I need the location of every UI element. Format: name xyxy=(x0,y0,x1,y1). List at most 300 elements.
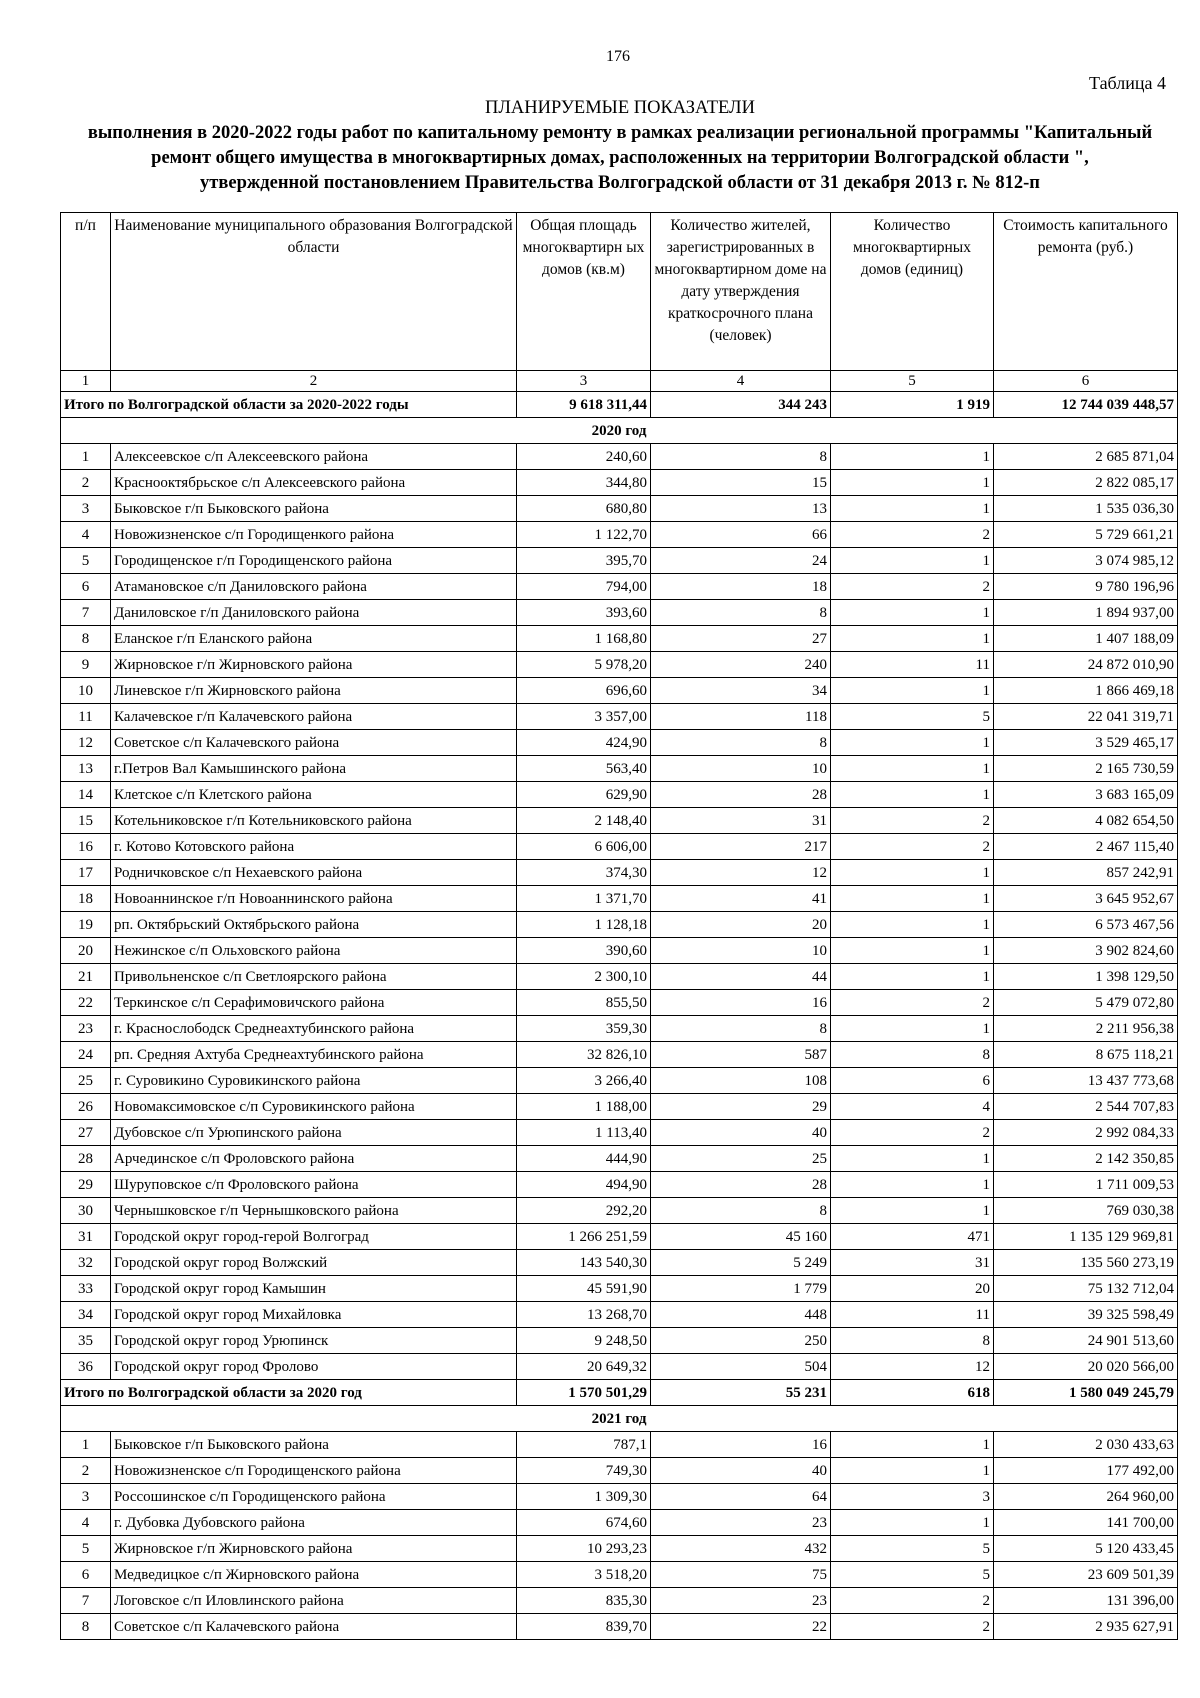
residents-value: 587 xyxy=(651,1042,831,1068)
cost-value: 141 700,00 xyxy=(994,1510,1178,1536)
area-value: 6 606,00 xyxy=(517,834,651,860)
table-row xyxy=(61,444,1178,470)
column-number: 4 xyxy=(651,371,831,392)
table-row xyxy=(61,1510,1178,1536)
table-row xyxy=(61,834,1178,860)
cost-value: 13 437 773,68 xyxy=(994,1068,1178,1094)
cost-value: 2 935 627,91 xyxy=(994,1614,1178,1640)
row-number: 7 xyxy=(61,1588,111,1614)
houses-value: 1 xyxy=(831,496,994,522)
cost-value: 131 396,00 xyxy=(994,1588,1178,1614)
table-row xyxy=(61,1432,1178,1458)
table-header-row xyxy=(61,213,1178,371)
houses-value: 1 xyxy=(831,1458,994,1484)
cost-value: 23 609 501,39 xyxy=(994,1562,1178,1588)
table-row xyxy=(61,1016,1178,1042)
row-number: 2 xyxy=(61,1458,111,1484)
table-row xyxy=(61,756,1178,782)
residents-value: 34 xyxy=(651,678,831,704)
residents-value: 432 xyxy=(651,1536,831,1562)
row-number: 22 xyxy=(61,990,111,1016)
houses-value: 1 xyxy=(831,1172,994,1198)
year-total-row xyxy=(61,1380,1178,1406)
houses-value: 1 xyxy=(831,600,994,626)
grand-total-row xyxy=(61,392,1178,418)
houses-value: 1 xyxy=(831,1510,994,1536)
area-value: 5 978,20 xyxy=(517,652,651,678)
cost-value: 1 535 036,30 xyxy=(994,496,1178,522)
residents-value: 10 xyxy=(651,756,831,782)
municipality-name: Логовское с/п Иловлинского района xyxy=(111,1588,517,1614)
residents-value: 25 xyxy=(651,1146,831,1172)
residents-value: 44 xyxy=(651,964,831,990)
cost-value: 2 544 707,83 xyxy=(994,1094,1178,1120)
area-value: 2 300,10 xyxy=(517,964,651,990)
row-number: 17 xyxy=(61,860,111,886)
cost-value: 2 467 115,40 xyxy=(994,834,1178,860)
row-number: 12 xyxy=(61,730,111,756)
municipality-name: Клетское с/п Клетского района xyxy=(111,782,517,808)
residents-value: 8 xyxy=(651,1016,831,1042)
indicators-table xyxy=(60,212,1178,1640)
area-value: 344,80 xyxy=(517,470,651,496)
houses-value: 1 xyxy=(831,1016,994,1042)
table-row xyxy=(61,1276,1178,1302)
houses-value: 6 xyxy=(831,1068,994,1094)
row-number: 20 xyxy=(61,938,111,964)
area-value: 1 113,40 xyxy=(517,1120,651,1146)
area-value: 1 188,00 xyxy=(517,1094,651,1120)
page-number: 176 xyxy=(606,48,630,65)
cost-value: 1 407 188,09 xyxy=(994,626,1178,652)
area-value: 1 309,30 xyxy=(517,1484,651,1510)
municipality-name: Арчединское с/п Фроловского района xyxy=(111,1146,517,1172)
cost-value: 1 866 469,18 xyxy=(994,678,1178,704)
area-value: 563,40 xyxy=(517,756,651,782)
residents-value: 8 xyxy=(651,1198,831,1224)
area-value: 3 266,40 xyxy=(517,1068,651,1094)
houses-value: 11 xyxy=(831,1302,994,1328)
municipality-name: Калачевское г/п Калачевского района xyxy=(111,704,517,730)
area-value: 749,30 xyxy=(517,1458,651,1484)
residents-value: 118 xyxy=(651,704,831,730)
cost-value: 1 135 129 969,81 xyxy=(994,1224,1178,1250)
row-number: 13 xyxy=(61,756,111,782)
grand-total-residents: 344 243 xyxy=(651,392,831,418)
municipality-name: Привольненское с/п Светлоярского района xyxy=(111,964,517,990)
table-row xyxy=(61,808,1178,834)
houses-value: 5 xyxy=(831,704,994,730)
cost-value: 2 211 956,38 xyxy=(994,1016,1178,1042)
cost-value: 22 041 319,71 xyxy=(994,704,1178,730)
residents-value: 24 xyxy=(651,548,831,574)
cost-value: 5 120 433,45 xyxy=(994,1536,1178,1562)
area-value: 674,60 xyxy=(517,1510,651,1536)
grand-total-label: Итого по Волгоградской области за 2020-2022 годы xyxy=(61,392,517,418)
cost-value: 135 560 273,19 xyxy=(994,1250,1178,1276)
area-value: 393,60 xyxy=(517,600,651,626)
area-value: 1 168,80 xyxy=(517,626,651,652)
municipality-name: Теркинское с/п Серафимовичского района xyxy=(111,990,517,1016)
table-label: Таблица 4 xyxy=(1089,73,1166,93)
houses-value: 5 xyxy=(831,1536,994,1562)
residents-value: 29 xyxy=(651,1094,831,1120)
table-row xyxy=(61,1302,1178,1328)
cost-value: 857 242,91 xyxy=(994,860,1178,886)
row-number: 23 xyxy=(61,1016,111,1042)
municipality-name: Линевское г/п Жирновского района xyxy=(111,678,517,704)
houses-value: 1 xyxy=(831,1432,994,1458)
municipality-name: г. Котово Котовского района xyxy=(111,834,517,860)
municipality-name: Новожизненское с/п Городищенского района xyxy=(111,1458,517,1484)
residents-value: 28 xyxy=(651,1172,831,1198)
table-row xyxy=(61,912,1178,938)
cost-value: 20 020 566,00 xyxy=(994,1354,1178,1380)
area-value: 10 293,23 xyxy=(517,1536,651,1562)
cost-value: 39 325 598,49 xyxy=(994,1302,1178,1328)
residents-value: 20 xyxy=(651,912,831,938)
row-number: 15 xyxy=(61,808,111,834)
area-value: 9 248,50 xyxy=(517,1328,651,1354)
table-row xyxy=(61,1562,1178,1588)
year-total-label: Итого по Волгоградской области за 2020 год xyxy=(61,1380,517,1406)
column-number: 1 xyxy=(61,371,111,392)
houses-value: 1 xyxy=(831,678,994,704)
row-number: 4 xyxy=(61,1510,111,1536)
cost-value: 2 165 730,59 xyxy=(994,756,1178,782)
header-cost: Стоимость капитального ремонта (руб.) xyxy=(994,213,1178,371)
area-value: 839,70 xyxy=(517,1614,651,1640)
year-heading: 2021 год xyxy=(61,1406,1178,1432)
area-value: 696,60 xyxy=(517,678,651,704)
subtitle-line-1: выполнения в 2020-2022 годы работ по капитальному ремонту в рамках реализации региональной программы "Капитальный xyxy=(87,123,1153,143)
table-row xyxy=(61,1588,1178,1614)
row-number: 18 xyxy=(61,886,111,912)
houses-value: 11 xyxy=(831,652,994,678)
table-row xyxy=(61,1224,1178,1250)
area-value: 143 540,30 xyxy=(517,1250,651,1276)
houses-value: 8 xyxy=(831,1042,994,1068)
row-number: 27 xyxy=(61,1120,111,1146)
municipality-name: Краснооктябрьское с/п Алексеевского района xyxy=(111,470,517,496)
cost-value: 75 132 712,04 xyxy=(994,1276,1178,1302)
residents-value: 31 xyxy=(651,808,831,834)
column-number: 5 xyxy=(831,371,994,392)
table-row xyxy=(61,548,1178,574)
row-number: 10 xyxy=(61,678,111,704)
area-value: 787,1 xyxy=(517,1432,651,1458)
table-row xyxy=(61,574,1178,600)
municipality-name: Еланское г/п Еланского района xyxy=(111,626,517,652)
row-number: 5 xyxy=(61,548,111,574)
municipality-name: Быковское г/п Быковского района xyxy=(111,1432,517,1458)
houses-value: 1 xyxy=(831,1198,994,1224)
residents-value: 45 160 xyxy=(651,1224,831,1250)
cost-value: 3 529 465,17 xyxy=(994,730,1178,756)
year-heading: 2020 год xyxy=(61,418,1178,444)
cost-value: 24 901 513,60 xyxy=(994,1328,1178,1354)
column-number: 2 xyxy=(111,371,517,392)
area-value: 45 591,90 xyxy=(517,1276,651,1302)
municipality-name: Алексеевское с/п Алексеевского района xyxy=(111,444,517,470)
residents-value: 18 xyxy=(651,574,831,600)
table-row xyxy=(61,626,1178,652)
residents-value: 23 xyxy=(651,1588,831,1614)
row-number: 19 xyxy=(61,912,111,938)
cost-value: 2 685 871,04 xyxy=(994,444,1178,470)
table-row xyxy=(61,1042,1178,1068)
row-number: 24 xyxy=(61,1042,111,1068)
table-row xyxy=(61,886,1178,912)
municipality-name: г. Краснослободск Среднеахтубинского района xyxy=(111,1016,517,1042)
municipality-name: Городской округ город Михайловка xyxy=(111,1302,517,1328)
area-value: 3 357,00 xyxy=(517,704,651,730)
area-value: 395,70 xyxy=(517,548,651,574)
municipality-name: Городской округ город Волжский xyxy=(111,1250,517,1276)
houses-value: 1 xyxy=(831,626,994,652)
area-value: 835,30 xyxy=(517,1588,651,1614)
municipality-name: Медведицкое с/п Жирновского района xyxy=(111,1562,517,1588)
cost-value: 5 729 661,21 xyxy=(994,522,1178,548)
municipality-name: Жирновское г/п Жирновского района xyxy=(111,1536,517,1562)
houses-value: 2 xyxy=(831,522,994,548)
cost-value: 1 398 129,50 xyxy=(994,964,1178,990)
houses-value: 1 xyxy=(831,938,994,964)
residents-value: 240 xyxy=(651,652,831,678)
row-number: 33 xyxy=(61,1276,111,1302)
cost-value: 3 645 952,67 xyxy=(994,886,1178,912)
residents-value: 250 xyxy=(651,1328,831,1354)
row-number: 3 xyxy=(61,1484,111,1510)
residents-value: 64 xyxy=(651,1484,831,1510)
cost-value: 8 675 118,21 xyxy=(994,1042,1178,1068)
row-number: 2 xyxy=(61,470,111,496)
area-value: 444,90 xyxy=(517,1146,651,1172)
municipality-name: рп. Средняя Ахтуба Среднеахтубинского района xyxy=(111,1042,517,1068)
area-value: 794,00 xyxy=(517,574,651,600)
grand-total-area: 9 618 311,44 xyxy=(517,392,651,418)
area-value: 240,60 xyxy=(517,444,651,470)
residents-value: 8 xyxy=(651,730,831,756)
row-number: 32 xyxy=(61,1250,111,1276)
cost-value: 264 960,00 xyxy=(994,1484,1178,1510)
municipality-name: г. Дубовка Дубовского района xyxy=(111,1510,517,1536)
residents-value: 75 xyxy=(651,1562,831,1588)
area-value: 2 148,40 xyxy=(517,808,651,834)
houses-value: 2 xyxy=(831,574,994,600)
municipality-name: Чернышковское г/п Чернышковского района xyxy=(111,1198,517,1224)
cost-value: 3 074 985,12 xyxy=(994,548,1178,574)
residents-value: 108 xyxy=(651,1068,831,1094)
row-number: 21 xyxy=(61,964,111,990)
cost-value: 177 492,00 xyxy=(994,1458,1178,1484)
cost-value: 769 030,38 xyxy=(994,1198,1178,1224)
houses-value: 20 xyxy=(831,1276,994,1302)
municipality-name: Городской округ город-герой Волгоград xyxy=(111,1224,517,1250)
table-row xyxy=(61,652,1178,678)
cost-value: 6 573 467,56 xyxy=(994,912,1178,938)
subtitle-line-2: ремонт общего имущества в многоквартирных домах, расположенных на территории Волгоградской области ", xyxy=(151,148,1089,168)
row-number: 31 xyxy=(61,1224,111,1250)
row-number: 30 xyxy=(61,1198,111,1224)
municipality-name: Советское с/п Калачевского района xyxy=(111,730,517,756)
column-number-row xyxy=(61,371,1178,392)
houses-value: 1 xyxy=(831,1146,994,1172)
houses-value: 3 xyxy=(831,1484,994,1510)
table-row xyxy=(61,1120,1178,1146)
table-row xyxy=(61,1484,1178,1510)
area-value: 3 518,20 xyxy=(517,1562,651,1588)
residents-value: 27 xyxy=(651,626,831,652)
row-number: 3 xyxy=(61,496,111,522)
table-row xyxy=(61,1614,1178,1640)
municipality-name: Родничковское с/п Нехаевского района xyxy=(111,860,517,886)
area-value: 1 371,70 xyxy=(517,886,651,912)
cost-value: 2 992 084,33 xyxy=(994,1120,1178,1146)
table-row xyxy=(61,704,1178,730)
houses-value: 2 xyxy=(831,834,994,860)
area-value: 494,90 xyxy=(517,1172,651,1198)
municipality-name: Городской округ город Фролово xyxy=(111,1354,517,1380)
municipality-name: Городской округ город Урюпинск xyxy=(111,1328,517,1354)
municipality-name: Котельниковское г/п Котельниковского района xyxy=(111,808,517,834)
row-number: 9 xyxy=(61,652,111,678)
table-row xyxy=(61,1536,1178,1562)
cost-value: 2 142 350,85 xyxy=(994,1146,1178,1172)
column-number: 3 xyxy=(517,371,651,392)
residents-value: 40 xyxy=(651,1458,831,1484)
cost-value: 5 479 072,80 xyxy=(994,990,1178,1016)
row-number: 14 xyxy=(61,782,111,808)
residents-value: 41 xyxy=(651,886,831,912)
row-number: 25 xyxy=(61,1068,111,1094)
residents-value: 10 xyxy=(651,938,831,964)
table-row xyxy=(61,1146,1178,1172)
year-total-area: 1 570 501,29 xyxy=(517,1380,651,1406)
table-row xyxy=(61,496,1178,522)
houses-value: 2 xyxy=(831,1120,994,1146)
row-number: 7 xyxy=(61,600,111,626)
residents-value: 12 xyxy=(651,860,831,886)
table-row xyxy=(61,1354,1178,1380)
row-number: 34 xyxy=(61,1302,111,1328)
table-row xyxy=(61,1328,1178,1354)
row-number: 5 xyxy=(61,1536,111,1562)
municipality-name: Новожизненское с/п Городищенкого района xyxy=(111,522,517,548)
residents-value: 40 xyxy=(651,1120,831,1146)
table-row xyxy=(61,1068,1178,1094)
year-total-houses: 618 xyxy=(831,1380,994,1406)
row-number: 8 xyxy=(61,626,111,652)
table-row xyxy=(61,600,1178,626)
header-area: Общая площадь многоквартирн ых домов (кв.м) xyxy=(517,213,651,371)
residents-value: 16 xyxy=(651,1432,831,1458)
municipality-name: Быковское г/п Быковского района xyxy=(111,496,517,522)
houses-value: 8 xyxy=(831,1328,994,1354)
houses-value: 2 xyxy=(831,1614,994,1640)
area-value: 20 649,32 xyxy=(517,1354,651,1380)
row-number: 35 xyxy=(61,1328,111,1354)
municipality-name: рп. Октябрьский Октябрьского района xyxy=(111,912,517,938)
row-number: 11 xyxy=(61,704,111,730)
row-number: 28 xyxy=(61,1146,111,1172)
table-row xyxy=(61,1458,1178,1484)
municipality-name: Даниловское г/п Даниловского района xyxy=(111,600,517,626)
houses-value: 1 xyxy=(831,444,994,470)
houses-value: 12 xyxy=(831,1354,994,1380)
houses-value: 5 xyxy=(831,1562,994,1588)
area-value: 292,20 xyxy=(517,1198,651,1224)
municipality-name: Шуруповское с/п Фроловского района xyxy=(111,1172,517,1198)
houses-value: 1 xyxy=(831,912,994,938)
residents-value: 22 xyxy=(651,1614,831,1640)
cost-value: 1 894 937,00 xyxy=(994,600,1178,626)
document-title: ПЛАНИРУЕМЫЕ ПОКАЗАТЕЛИ xyxy=(485,98,755,118)
residents-value: 23 xyxy=(651,1510,831,1536)
cost-value: 1 711 009,53 xyxy=(994,1172,1178,1198)
row-number: 6 xyxy=(61,574,111,600)
header-residents: Количество жителей, зарегистрированных в многоквартирном доме на дату утверждения краткосрочного плана (человек) xyxy=(651,213,831,371)
area-value: 13 268,70 xyxy=(517,1302,651,1328)
row-number: 6 xyxy=(61,1562,111,1588)
grand-total-houses: 1 919 xyxy=(831,392,994,418)
table-row xyxy=(61,860,1178,886)
row-number: 4 xyxy=(61,522,111,548)
table-row xyxy=(61,678,1178,704)
houses-value: 2 xyxy=(831,808,994,834)
row-number: 1 xyxy=(61,444,111,470)
table-row xyxy=(61,1198,1178,1224)
row-number: 1 xyxy=(61,1432,111,1458)
houses-value: 1 xyxy=(831,886,994,912)
area-value: 32 826,10 xyxy=(517,1042,651,1068)
municipality-name: Россошинское с/п Городищенского района xyxy=(111,1484,517,1510)
residents-value: 5 249 xyxy=(651,1250,831,1276)
year-heading-row xyxy=(61,1406,1178,1432)
table-row xyxy=(61,470,1178,496)
table-row xyxy=(61,782,1178,808)
residents-value: 13 xyxy=(651,496,831,522)
column-number: 6 xyxy=(994,371,1178,392)
cost-value: 3 683 165,09 xyxy=(994,782,1178,808)
houses-value: 471 xyxy=(831,1224,994,1250)
residents-value: 448 xyxy=(651,1302,831,1328)
row-number: 16 xyxy=(61,834,111,860)
municipality-name: Городищенское г/п Городищенского района xyxy=(111,548,517,574)
row-number: 8 xyxy=(61,1614,111,1640)
houses-value: 4 xyxy=(831,1094,994,1120)
residents-value: 217 xyxy=(651,834,831,860)
table-row xyxy=(61,730,1178,756)
residents-value: 28 xyxy=(651,782,831,808)
municipality-name: Жирновское г/п Жирновского района xyxy=(111,652,517,678)
subtitle-line-3: утвержденной постановлением Правительства Волгоградской области от 31 декабря 2013 г. № 812-п xyxy=(200,173,1040,193)
cost-value: 3 902 824,60 xyxy=(994,938,1178,964)
cost-value: 4 082 654,50 xyxy=(994,808,1178,834)
residents-value: 8 xyxy=(651,444,831,470)
municipality-name: г.Петров Вал Камышинского района xyxy=(111,756,517,782)
municipality-name: Атамановское с/п Даниловского района xyxy=(111,574,517,600)
year-total-residents: 55 231 xyxy=(651,1380,831,1406)
houses-value: 1 xyxy=(831,470,994,496)
residents-value: 66 xyxy=(651,522,831,548)
area-value: 374,30 xyxy=(517,860,651,886)
table-row xyxy=(61,522,1178,548)
area-value: 424,90 xyxy=(517,730,651,756)
row-number: 26 xyxy=(61,1094,111,1120)
houses-value: 1 xyxy=(831,548,994,574)
year-total-cost: 1 580 049 245,79 xyxy=(994,1380,1178,1406)
